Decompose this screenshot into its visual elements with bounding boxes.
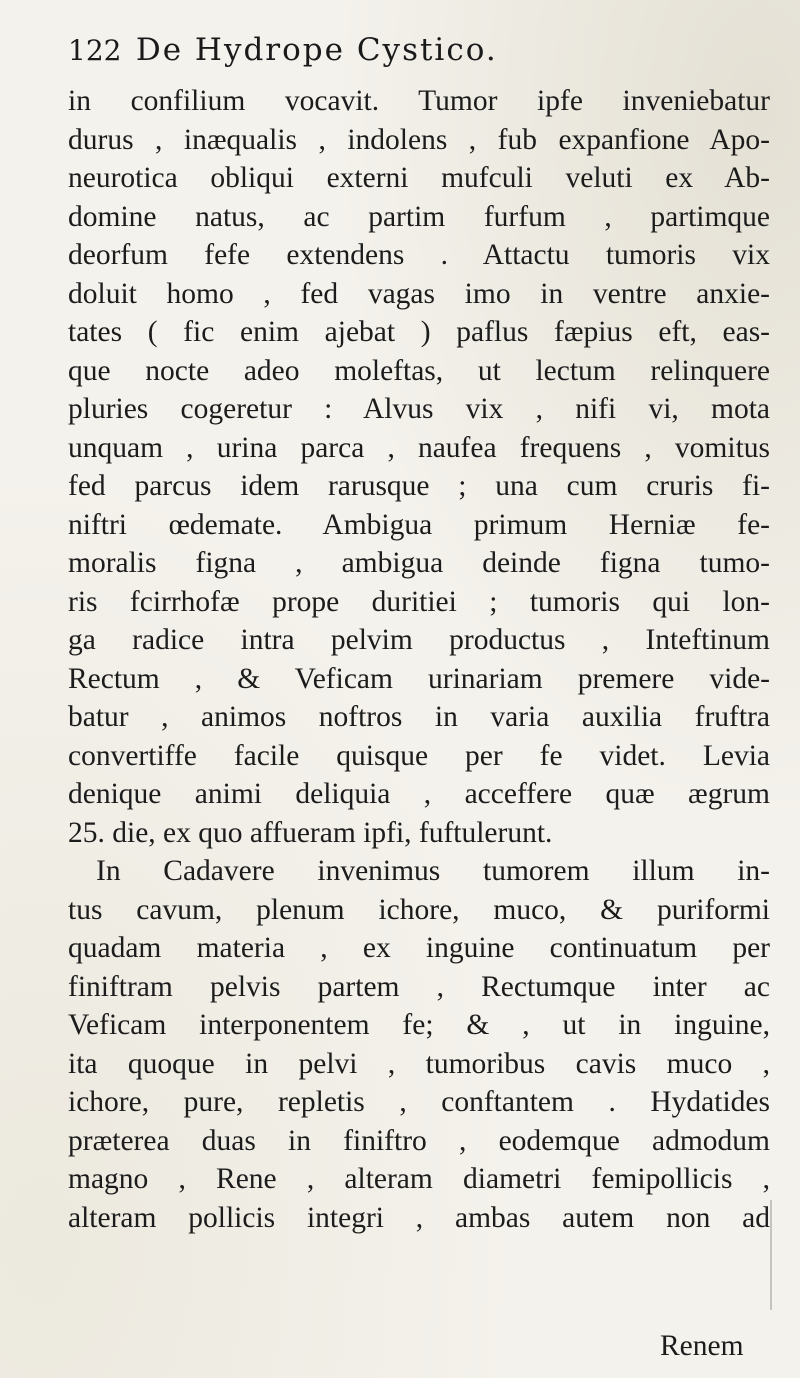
text-line: ris fcirrhofæ prope duritiei ; tumoris qui lon- [68, 585, 770, 618]
text-line: finiftram pelvis partem , Rectumque inter ac [68, 970, 770, 1003]
text-line: domine natus, ac partim furfum , partimque [68, 200, 770, 233]
body-text [68, 82, 770, 1237]
running-title: De Hydrope Cystico. [135, 32, 498, 68]
text-line: durus , inæqualis , indolens , fub expanfione Apo- [68, 123, 770, 156]
text-line: tates ( fic enim ajebat ) paflus fæpius eft, eas- [68, 316, 770, 348]
text-line: denique animi deliquia , acceffere quæ ægrum [68, 778, 770, 810]
text-line: niftri œdemate. Ambigua primum Herniæ fe- [68, 508, 770, 541]
text-line: deorfum fefe extendens . Attactu tumoris vix [68, 239, 770, 271]
text-line: ichore, pure, repletis , conftantem . Hydatides [68, 1086, 770, 1118]
text-line: Rectum , & Veficam urinariam premere vide- [68, 662, 770, 695]
text-line: alteram pollicis integri , ambas autem non ad [68, 1201, 770, 1234]
text-line: ga radice intra pelvim productus , Inteftinum [68, 624, 770, 656]
text-line: præterea duas in finiftro , eodemque admodum [68, 1124, 770, 1157]
text-line: convertiffe facile quisque per fe videt. Levia [68, 739, 770, 772]
running-head [68, 32, 768, 68]
text-line: doluit homo , fed vagas imo in ventre anxie- [68, 277, 770, 310]
page-edge-mark [770, 1200, 772, 1310]
text-line: In Cadavere invenimus tumorem illum in- [96, 855, 770, 887]
page-number: 122 [68, 34, 122, 67]
text-line: in confilium vocavit. Tumor ipfe inveniebatur [68, 85, 770, 117]
text-line: moralis figna , ambigua deinde figna tumo- [68, 547, 770, 579]
text-line: neurotica obliqui externi mufculi veluti ex Ab- [68, 162, 770, 194]
catchword: Renem [660, 1330, 744, 1362]
text-line: pluries cogeretur : Alvus vix , nifi vi, mota [68, 393, 770, 425]
text-line: quadam materia , ex inguine continuatum per [68, 932, 770, 964]
text-line: unquam , urina parca , naufea frequens , vomitus [68, 431, 770, 464]
text-line: 25. die, ex quo affueram ipfi, fuftulerunt. [68, 816, 553, 849]
text-line: Veficam interponentem fe; & , ut in inguine, [68, 1009, 770, 1041]
text-line: magno , Rene , alteram diametri femipollicis , [68, 1163, 770, 1195]
text-line: tus cavum, plenum ichore, muco, & puriformi [68, 893, 770, 926]
text-line: batur , animos noftros in varia auxilia fruftra [68, 701, 770, 733]
text-line: que nocte adeo moleftas, ut lectum relinquere [68, 354, 770, 387]
text-line: ita quoque in pelvi , tumoribus cavis muco , [68, 1047, 770, 1080]
text-line: fed parcus idem rarusque ; una cum cruris fi- [68, 470, 770, 502]
